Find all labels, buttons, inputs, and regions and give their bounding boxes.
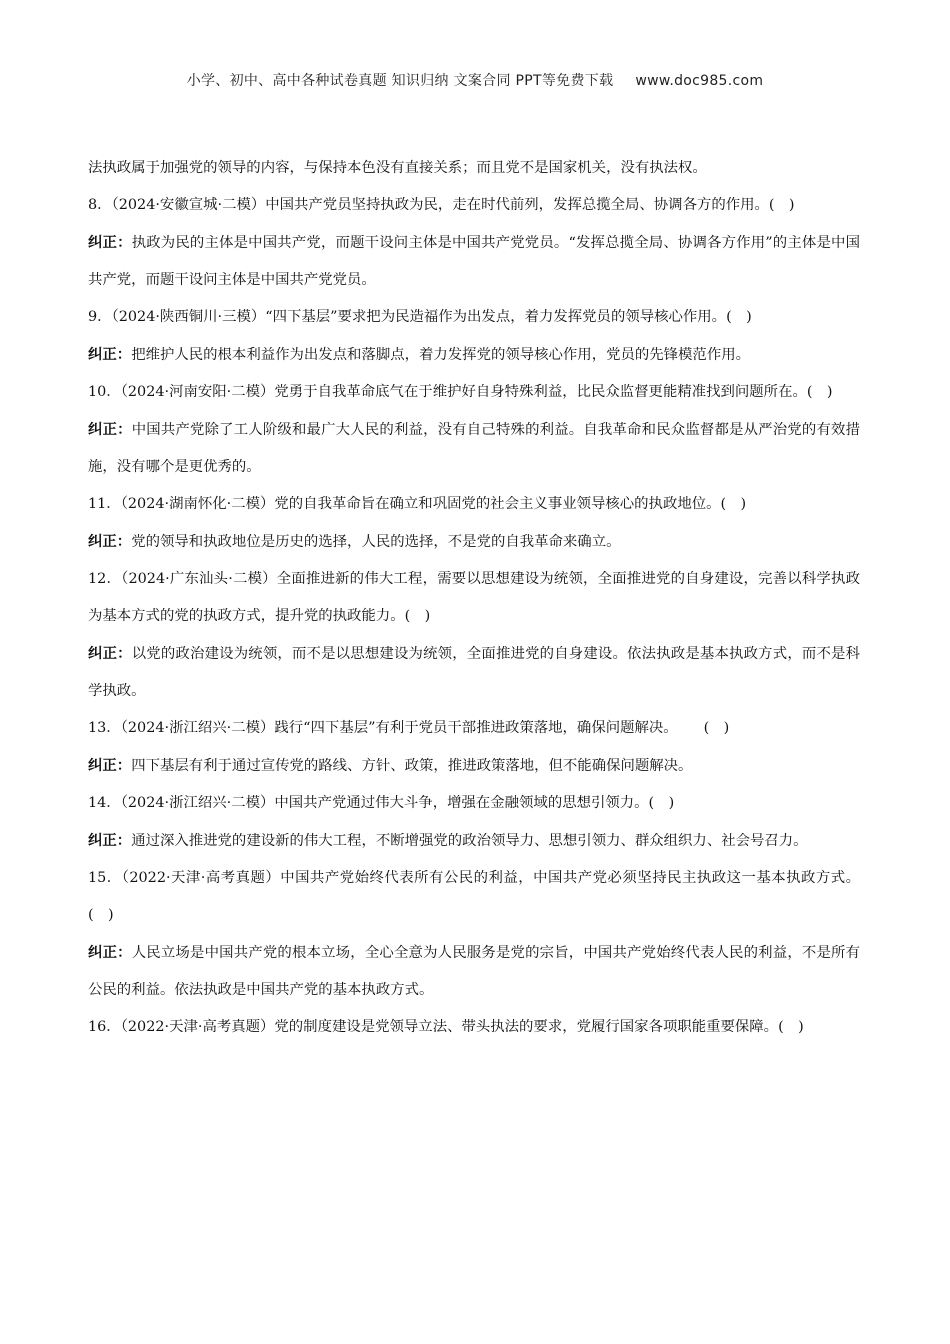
header-text: 小学、初中、高中各种试卷真题 知识归纳 文案合同 PPT等免费下载	[186, 73, 614, 89]
page-header	[0, 70, 950, 90]
correction-10	[88, 411, 860, 486]
question-9: 9．（2024·陕西铜川·三模）“四下基层”要求把为民造福作为出发点，着力发挥党员的领导核心作用。( )	[88, 309, 752, 325]
answer-blank: ( )	[703, 720, 730, 736]
question-15: 15．（2022·天津·高考真题）中国共产党始终代表所有公民的利益，中国共产党必须坚持民主执政这一基本执政方式。( )	[88, 870, 860, 923]
question-16: 16．（2022·天津·高考真题）党的制度建设是党领导立法、带头执法的要求，党履行国家各项职能重要保障。( )	[88, 1019, 804, 1035]
header-site-link[interactable]: www.doc985.com	[635, 73, 764, 89]
correction-text: 人民立场是中国共产党的根本立场，全心全意为人民服务是党的宗旨，中国共产党始终代表人民的利益，不是所有公民的利益。依法执政是中国共产党的基本执政方式。	[88, 945, 860, 998]
correction-label: 纠正：	[88, 944, 132, 961]
correction-text: 把维护人民的根本利益作为出发点和落脚点，着力发挥党的领导核心作用，党员的先锋模范作用。	[131, 347, 750, 363]
correction-15	[88, 934, 860, 1009]
correction-label: 纠正：	[88, 234, 132, 251]
correction-continued: 法执政属于加强党的领导的内容，与保持本色没有直接关系；而且党不是国家机关，没有执法权。	[88, 160, 707, 176]
document-body	[88, 150, 860, 1046]
correction-9	[88, 336, 860, 374]
correction-8	[88, 224, 860, 299]
correction-11	[88, 523, 860, 561]
question-10: 10．（2024·河南安阳·二模）党勇于自我革命底气在于维护好自身特殊利益，比民众监督更能精准找到问题所在。( )	[88, 384, 833, 400]
correction-label: 纠正：	[88, 421, 132, 438]
question-8: 8．（2024·安徽宣城·二模）中国共产党员坚持执政为民，走在时代前列，发挥总揽全局、协调各方的作用。( )	[88, 197, 795, 213]
correction-text: 四下基层有利于通过宣传党的路线、方针、政策，推进政策落地，但不能确保问题解决。	[131, 758, 693, 774]
question-14: 14．（2024·浙江绍兴·二模）中国共产党通过伟大斗争，增强在金融领域的思想引领力。( )	[88, 795, 675, 811]
correction-text: 中国共产党除了工人阶级和最广大人民的利益，没有自己特殊的利益。自我革命和民众监督都是从严治党的有效措施，没有哪个是更优秀的。	[88, 422, 860, 475]
correction-text: 以党的政治建设为统领，而不是以思想建设为统领，全面推进党的自身建设。依法执政是基本执政方式，而不是科学执政。	[88, 646, 860, 699]
correction-text: 执政为民的主体是中国共产党，而题干设问主体是中国共产党党员。“发挥总揽全局、协调各方作用”的主体是中国共产党，而题干设问主体是中国共产党党员。	[88, 235, 860, 288]
correction-text: 通过深入推进党的建设新的伟大工程，不断增强党的政治领导力、思想引领力、群众组织力、社会号召力。	[131, 833, 808, 849]
correction-12	[88, 635, 860, 710]
correction-14	[88, 822, 860, 860]
question-12: 12．（2024·广东汕头·二模）全面推进新的伟大工程，需要以思想建设为统领，全面推进党的自身建设，完善以科学执政为基本方式的党的执政方式，提升党的执政能力。( )	[88, 571, 860, 624]
correction-label: 纠正：	[88, 346, 132, 363]
correction-text: 党的领导和执政地位是历史的选择，人民的选择，不是党的自我革命来确立。	[131, 534, 621, 550]
correction-13	[88, 747, 860, 785]
question-11: 11．（2024·湖南怀化·二模）党的自我革命旨在确立和巩固党的社会主义事业领导核心的执政地位。( )	[88, 496, 747, 512]
question-13	[88, 710, 860, 747]
correction-label: 纠正：	[88, 832, 132, 849]
correction-label: 纠正：	[88, 645, 132, 662]
correction-label: 纠正：	[88, 533, 132, 550]
question-13-text: 13．（2024·浙江绍兴·二模）践行“四下基层”有利于党员干部推进政策落地，确保问题解决。	[88, 720, 678, 736]
correction-label: 纠正：	[88, 757, 132, 774]
